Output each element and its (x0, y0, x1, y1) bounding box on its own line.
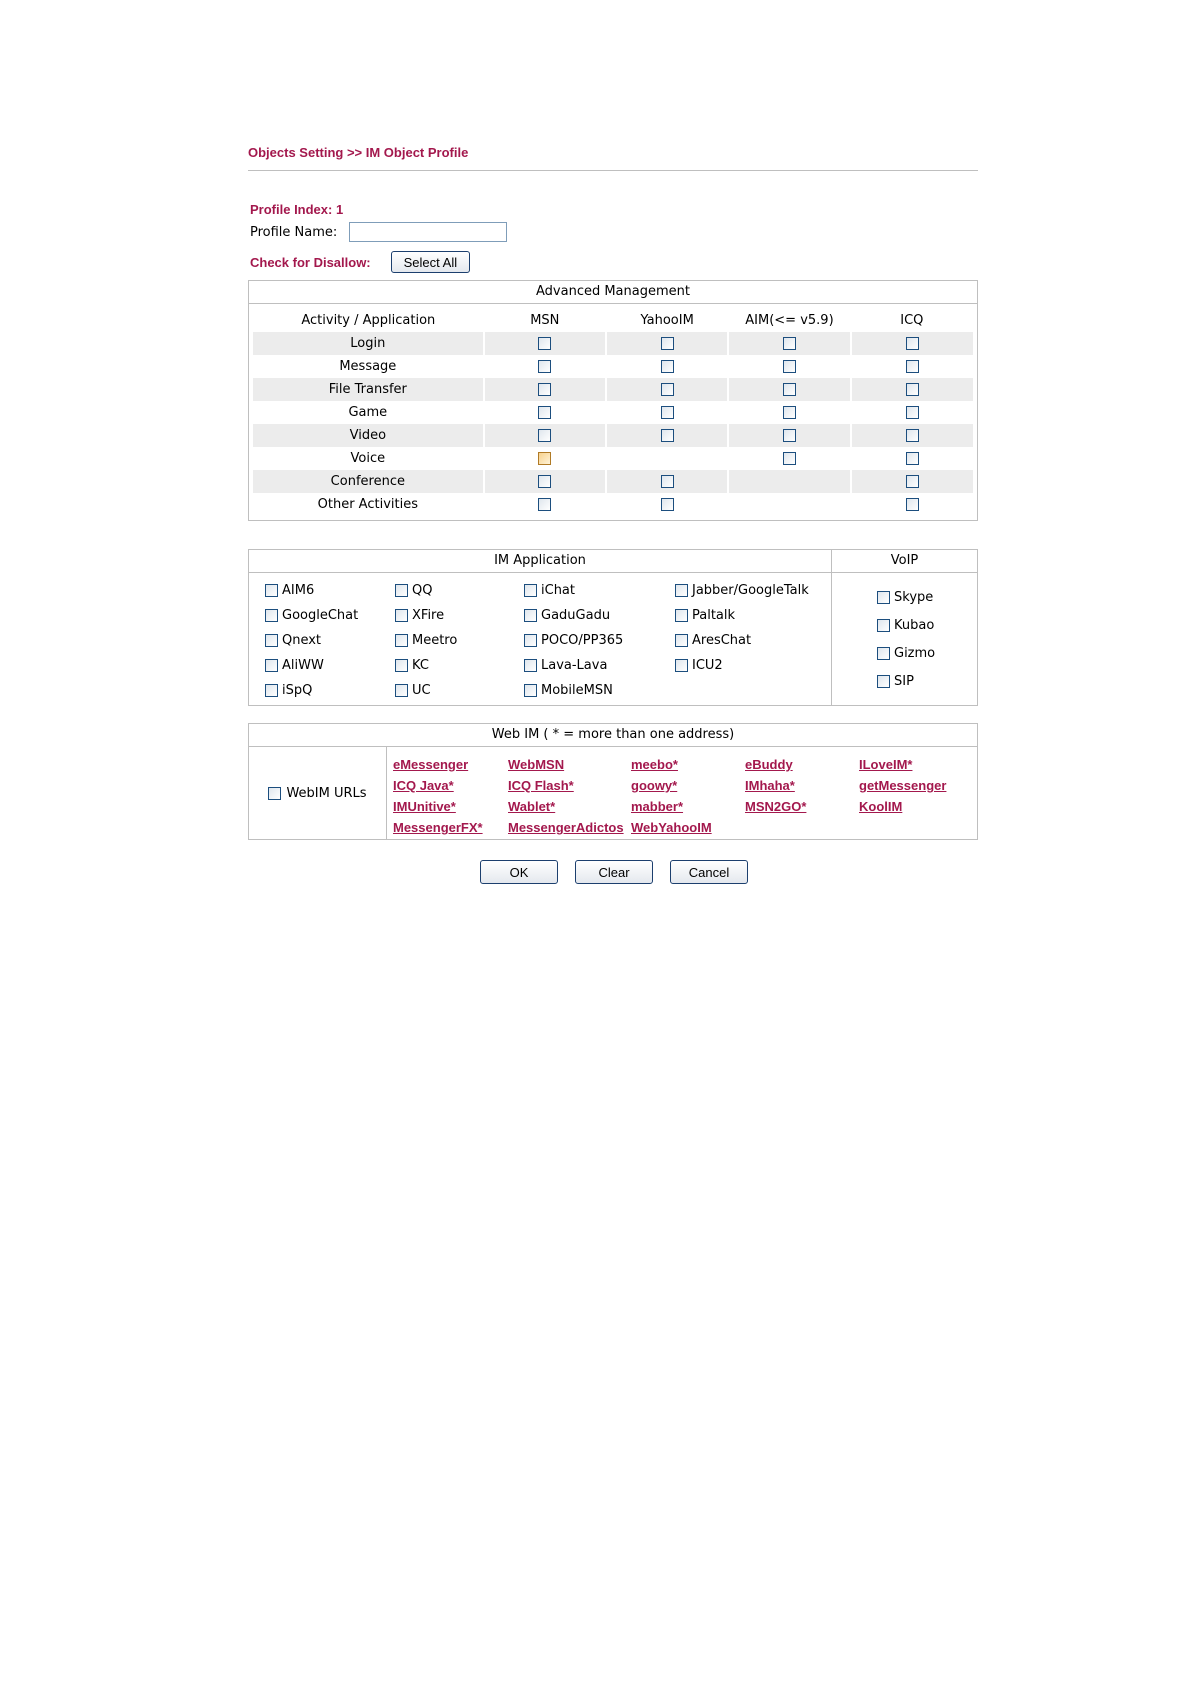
profile-name-row (250, 222, 507, 242)
app-label: iChat (541, 582, 575, 598)
activity-label: Voice (350, 451, 386, 466)
message-yahooim-checkbox[interactable] (661, 360, 674, 373)
other-msn-checkbox[interactable] (538, 498, 551, 511)
activity-label: Login (253, 332, 484, 355)
check-for-disallow-row (250, 251, 470, 273)
ichat-checkbox[interactable] (524, 584, 537, 597)
app-item-aim6[interactable] (265, 581, 395, 599)
xfire-checkbox[interactable] (395, 609, 408, 622)
file-transfer-icq-checkbox[interactable] (906, 383, 919, 396)
conference-yahooim-checkbox[interactable] (661, 475, 674, 488)
link-webmsn[interactable]: WebMSN (508, 757, 565, 772)
activity-label: Video (253, 424, 484, 447)
activity-label: Other Activities (317, 497, 418, 512)
app-label: UC (412, 682, 431, 698)
table-row (253, 355, 973, 378)
aim6-checkbox[interactable] (265, 584, 278, 597)
skype-checkbox[interactable] (877, 591, 890, 604)
table-row (253, 378, 973, 401)
app-item-xfire[interactable] (395, 606, 524, 624)
app-item-paltalk[interactable] (675, 606, 835, 624)
areschat-checkbox[interactable] (675, 634, 688, 647)
advanced-management-table (253, 308, 973, 516)
activity-label: Message (339, 359, 397, 374)
app-label: XFire (412, 607, 445, 623)
icu2-checkbox[interactable] (675, 659, 688, 672)
link-messengerfx[interactable]: MessengerFX* (393, 820, 483, 835)
voip-label: SIP (894, 673, 914, 689)
other-yahooim-checkbox[interactable] (661, 498, 674, 511)
app-label: AliWW (282, 657, 324, 673)
voip-label: Gizmo (894, 645, 936, 661)
table-row (253, 424, 973, 447)
kc-checkbox[interactable] (395, 659, 408, 672)
lava-lava-checkbox[interactable] (524, 659, 537, 672)
table-row (253, 470, 973, 493)
meetro-checkbox[interactable] (395, 634, 408, 647)
im-application-grid (265, 581, 835, 699)
app-label: GaduGadu (541, 607, 611, 623)
app-label: Jabber/GoogleTalk (692, 582, 809, 598)
voip-section (832, 550, 977, 705)
aliww-checkbox[interactable] (265, 659, 278, 672)
ok-button[interactable]: OK (480, 860, 558, 884)
link-wablet[interactable]: Wablet* (508, 799, 556, 814)
link-icq-flash[interactable]: ICQ Flash* (508, 778, 574, 793)
app-label: KC (412, 657, 429, 673)
file-transfer-aim-checkbox[interactable] (783, 383, 796, 396)
voice-icq-checkbox[interactable] (906, 452, 919, 465)
column-header-activity: Activity / Application (301, 312, 436, 328)
app-item-ispq[interactable] (265, 681, 395, 699)
voip-list (877, 588, 935, 700)
app-item-ichat[interactable] (524, 581, 675, 599)
form-buttons (480, 860, 765, 884)
im-application-panel (248, 549, 978, 706)
link-iloveim[interactable]: ILoveIM* (859, 757, 913, 772)
voip-label: Kubao (894, 617, 935, 633)
web-im-title: Web IM ( * = more than one address) (249, 724, 977, 747)
activity-label: Conference (253, 470, 484, 493)
game-aim-checkbox[interactable] (783, 406, 796, 419)
web-im-panel (248, 723, 978, 840)
voip-title: VoIP (832, 550, 977, 573)
link-imhaha[interactable]: IMhaha* (745, 778, 795, 793)
column-header-yahooim: YahooIM (640, 312, 694, 328)
file-transfer-msn-checkbox[interactable] (538, 383, 551, 396)
app-item-lava-lava[interactable] (524, 656, 675, 674)
game-msn-checkbox[interactable] (538, 406, 551, 419)
voip-label: Skype (894, 589, 934, 605)
webim-urls-checkbox[interactable] (268, 787, 281, 800)
video-icq-checkbox[interactable] (906, 429, 919, 442)
app-item-meetro[interactable] (395, 631, 524, 649)
qnext-checkbox[interactable] (265, 634, 278, 647)
clear-button[interactable]: Clear (575, 860, 653, 884)
poco-checkbox[interactable] (524, 634, 537, 647)
app-item-icu2[interactable] (675, 656, 835, 674)
link-emessenger[interactable]: eMessenger (393, 757, 469, 772)
video-msn-checkbox[interactable] (538, 429, 551, 442)
table-row (253, 493, 973, 516)
activity-label: Game (348, 405, 388, 420)
title-divider (248, 170, 978, 171)
check-for-disallow-label: Check for Disallow: (250, 254, 371, 270)
app-label: Lava-Lava (541, 657, 608, 673)
activity-label: File Transfer (253, 378, 484, 401)
empty-cell (728, 470, 850, 493)
app-label: POCO/PP365 (541, 632, 624, 648)
app-item-areschat[interactable] (675, 631, 835, 649)
app-item-kc[interactable] (395, 656, 524, 674)
link-mabber[interactable]: mabber* (631, 799, 684, 814)
message-icq-checkbox[interactable] (906, 360, 919, 373)
app-item-uc[interactable] (395, 681, 524, 699)
kubao-checkbox[interactable] (877, 619, 890, 632)
video-aim-checkbox[interactable] (783, 429, 796, 442)
login-icq-checkbox[interactable] (906, 337, 919, 350)
link-webyahooim[interactable]: WebYahooIM (631, 820, 712, 835)
uc-checkbox[interactable] (395, 684, 408, 697)
cancel-button[interactable]: Cancel (670, 860, 748, 884)
app-label: ICU2 (692, 657, 723, 673)
profile-name-label: Profile Name: (250, 224, 338, 240)
voip-item-skype[interactable] (877, 588, 935, 606)
app-item-gadugadu[interactable] (524, 606, 675, 624)
advanced-management-panel (248, 280, 978, 521)
webim-urls-cell (249, 747, 387, 839)
link-ebuddy[interactable]: eBuddy (745, 757, 793, 772)
app-label: Qnext (282, 632, 322, 648)
app-label: MobileMSN (541, 682, 613, 698)
app-label: Paltalk (692, 607, 736, 623)
video-yahooim-checkbox[interactable] (661, 429, 674, 442)
link-goowy[interactable]: goowy* (631, 778, 678, 793)
app-label: iSpQ (282, 682, 313, 698)
empty-cell (606, 447, 728, 470)
app-label: Meetro (412, 632, 458, 648)
ispq-checkbox[interactable] (265, 684, 278, 697)
sip-checkbox[interactable] (877, 675, 890, 688)
table-row (253, 447, 973, 470)
googlechat-checkbox[interactable] (265, 609, 278, 622)
app-item-poco[interactable] (524, 631, 675, 649)
link-getmessenger[interactable]: getMessenger (859, 778, 947, 793)
app-item-googlechat[interactable] (265, 606, 395, 624)
game-yahooim-checkbox[interactable] (661, 406, 674, 419)
empty-cell (728, 493, 850, 516)
app-item-jabber[interactable] (675, 581, 835, 599)
voip-item-kubao[interactable] (877, 616, 935, 634)
breadcrumb: Objects Setting >> IM Object Profile (248, 145, 469, 160)
message-msn-checkbox[interactable] (538, 360, 551, 373)
app-item-qnext[interactable] (265, 631, 395, 649)
im-application-title: IM Application (249, 550, 831, 573)
app-label: AIM6 (282, 582, 315, 598)
app-item-aliww[interactable] (265, 656, 395, 674)
web-im-links (393, 755, 969, 837)
app-label: QQ (412, 582, 433, 598)
table-row (253, 332, 973, 355)
select-all-button[interactable]: Select All (391, 251, 470, 273)
link-imunitive[interactable]: IMUnitive* (393, 799, 456, 814)
link-koolim[interactable]: KoolIM (859, 799, 903, 814)
jabber-checkbox[interactable] (675, 584, 688, 597)
column-header-icq: ICQ (900, 312, 924, 328)
profile-index-label: Profile Index: 1 (250, 202, 344, 217)
voice-msn-checkbox[interactable] (538, 452, 551, 465)
voip-item-sip[interactable] (877, 672, 935, 690)
link-messengeradictos[interactable]: MessengerAdictos (508, 820, 624, 835)
voice-aim-checkbox[interactable] (783, 452, 796, 465)
message-aim-checkbox[interactable] (783, 360, 796, 373)
table-row (253, 401, 973, 424)
link-icq-java[interactable]: ICQ Java* (393, 778, 454, 793)
app-label: AresChat (692, 632, 752, 648)
column-header-msn: MSN (530, 312, 560, 328)
app-item-qq[interactable] (395, 581, 524, 599)
link-meebo[interactable]: meebo* (631, 757, 678, 772)
conference-msn-checkbox[interactable] (538, 475, 551, 488)
gadugadu-checkbox[interactable] (524, 609, 537, 622)
link-msn2go[interactable]: MSN2GO* (745, 799, 807, 814)
other-icq-checkbox[interactable] (906, 498, 919, 511)
profile-name-input[interactable] (349, 222, 507, 242)
column-header-aim: AIM(<= v5.9) (745, 312, 834, 328)
qq-checkbox[interactable] (395, 584, 408, 597)
im-application-section (249, 550, 832, 705)
advanced-management-title: Advanced Management (249, 281, 977, 304)
app-item-mobilemsn[interactable] (524, 681, 675, 699)
gizmo-checkbox[interactable] (877, 647, 890, 660)
voip-item-gizmo[interactable] (877, 644, 935, 662)
login-yahooim-checkbox[interactable] (661, 337, 674, 350)
login-msn-checkbox[interactable] (538, 337, 551, 350)
webim-urls-label: WebIM URLs (286, 785, 367, 801)
app-label: GoogleChat (282, 607, 359, 623)
table-header-row (253, 308, 973, 332)
login-aim-checkbox[interactable] (783, 337, 796, 350)
paltalk-checkbox[interactable] (675, 609, 688, 622)
game-icq-checkbox[interactable] (906, 406, 919, 419)
file-transfer-yahooim-checkbox[interactable] (661, 383, 674, 396)
conference-icq-checkbox[interactable] (906, 475, 919, 488)
mobilemsn-checkbox[interactable] (524, 684, 537, 697)
